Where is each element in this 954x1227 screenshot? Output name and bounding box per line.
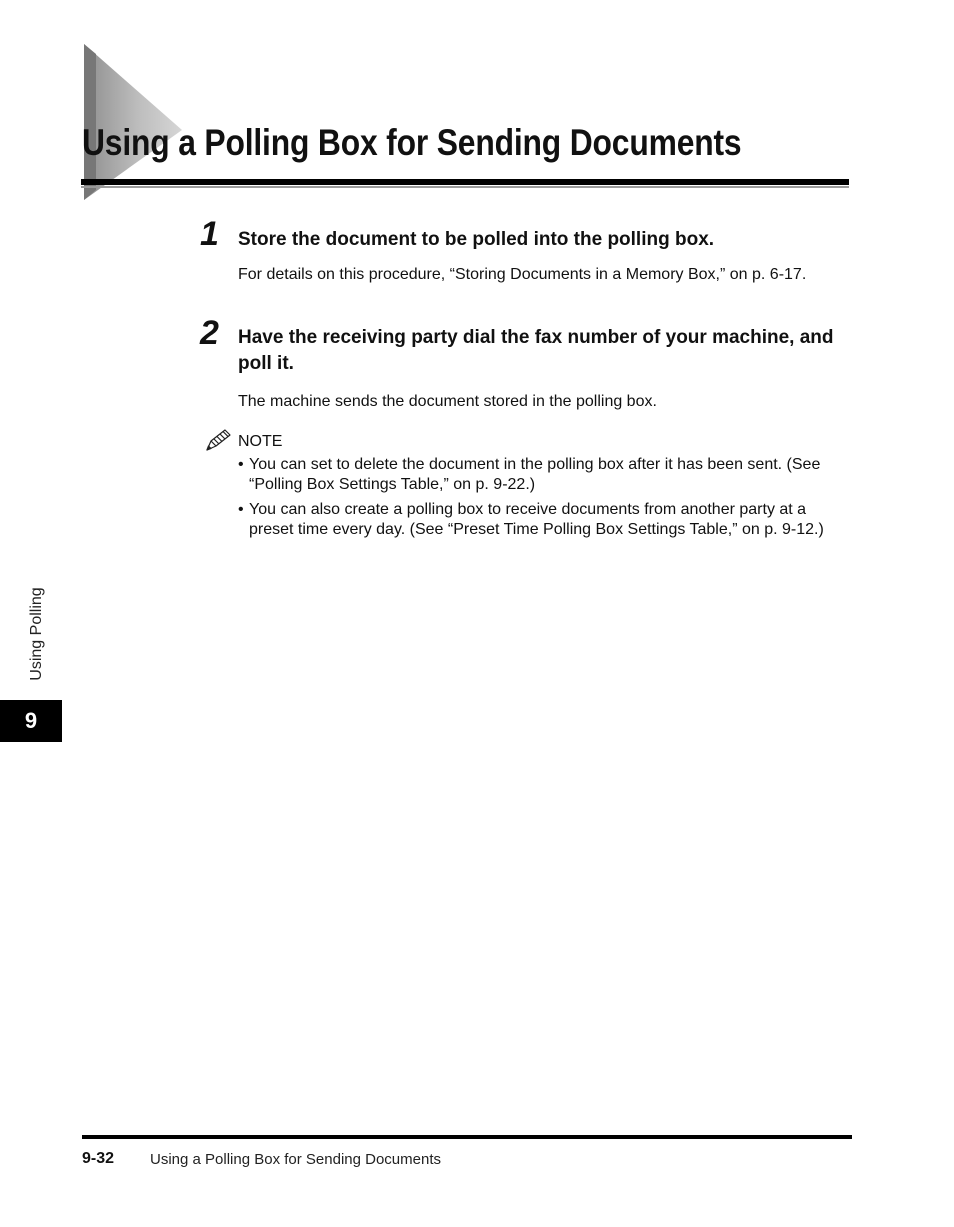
chapter-number-tab: 9 bbox=[0, 700, 62, 742]
step-heading-2: Have the receiving party dial the fax number of your machine, and poll it. bbox=[238, 327, 834, 374]
footer-rule bbox=[82, 1135, 852, 1139]
step-body-1: For details on this procedure, “Storing Documents in a Memory Box,” on p. 6-17. bbox=[238, 266, 807, 283]
side-tab-section-label: Using Polling bbox=[28, 587, 45, 681]
step-number-2: 2 bbox=[200, 314, 219, 352]
page-title: Using a Polling Box for Sending Documents bbox=[82, 122, 742, 163]
step-body-2: The machine sends the document stored in the polling box. bbox=[238, 393, 657, 410]
pencil-icon bbox=[203, 428, 233, 454]
note-item bbox=[238, 500, 848, 540]
step-heading-1: Store the document to be polled into the polling box. bbox=[238, 229, 715, 250]
note-item-text: You can also create a polling box to receive documents from another party at a preset time every day. (See “Preset Time Polling Box Settings Table,” on p. 9-12.) bbox=[249, 501, 824, 538]
note-item-text: You can set to delete the document in the polling box after it has been sent. (See “Polling Box Settings Table,” on p. 9-22.) bbox=[249, 456, 821, 493]
note-label: NOTE bbox=[238, 433, 283, 450]
footer-page-number: 9-32 bbox=[82, 1150, 115, 1167]
note-item bbox=[238, 455, 848, 495]
title-rule-shadow bbox=[81, 186, 849, 188]
note-list bbox=[238, 455, 848, 545]
title-rule bbox=[81, 179, 849, 185]
footer-title: Using a Polling Box for Sending Documents bbox=[150, 1151, 441, 1168]
bullet: • bbox=[238, 456, 244, 473]
side-tab-section bbox=[26, 578, 48, 690]
step-number-1: 1 bbox=[200, 215, 219, 253]
bullet: • bbox=[238, 501, 244, 518]
